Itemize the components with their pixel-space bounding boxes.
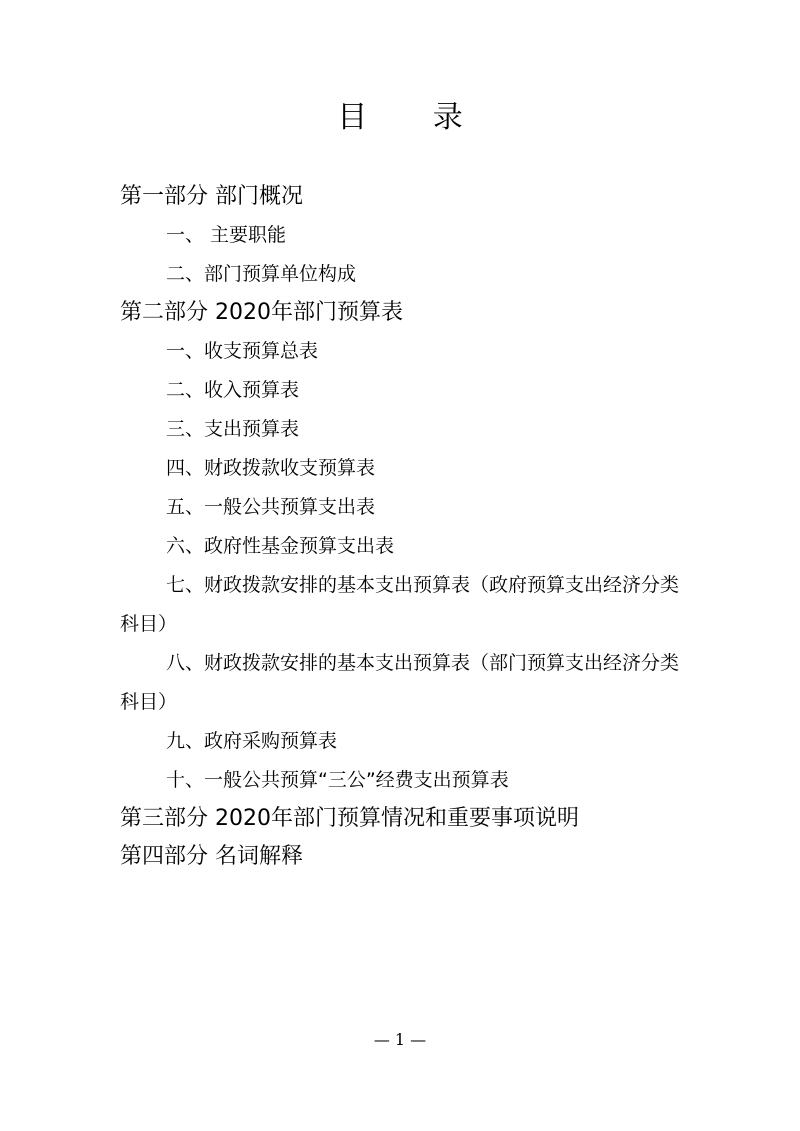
toc-item[interactable]: 六、政府性基金预算支出表 xyxy=(166,535,395,557)
toc-item[interactable]: 三、支出预算表 xyxy=(166,418,300,440)
toc-item[interactable]: 八、财政拨款安排的基本支出预算表（部门预算支出经济分类科目） xyxy=(120,652,680,713)
toc-part-3[interactable]: 第三部分 2020年部门预算情况和重要事项说明 xyxy=(120,806,579,831)
toc-item[interactable]: 二、部门预算单位构成 xyxy=(166,263,357,285)
toc-item[interactable]: 二、收入预算表 xyxy=(166,379,300,401)
toc-item[interactable]: 四、财政拨款收支预算表 xyxy=(166,457,376,479)
table-of-contents xyxy=(120,178,700,876)
toc-part-4[interactable]: 第四部分 名词解释 xyxy=(120,844,303,869)
toc-part-1[interactable]: 第一部分 部门概况 xyxy=(120,184,303,209)
toc-item[interactable]: 十、一般公共预算“三公”经费支出预算表 xyxy=(166,769,509,791)
toc-item[interactable]: 一、 主要职能 xyxy=(166,224,287,246)
page-title: 目 录 xyxy=(337,100,491,135)
toc-part-2[interactable]: 第二部分 2020年部门预算表 xyxy=(120,300,403,325)
page-number: — 1 — xyxy=(373,1030,427,1049)
toc-item[interactable]: 五、一般公共预算支出表 xyxy=(166,496,376,518)
toc-item[interactable]: 一、收支预算总表 xyxy=(166,340,319,362)
toc-item[interactable]: 九、政府采购预算表 xyxy=(166,730,338,752)
toc-item[interactable]: 七、财政拨款安排的基本支出预算表（政府预算支出经济分类科目） xyxy=(120,574,680,635)
